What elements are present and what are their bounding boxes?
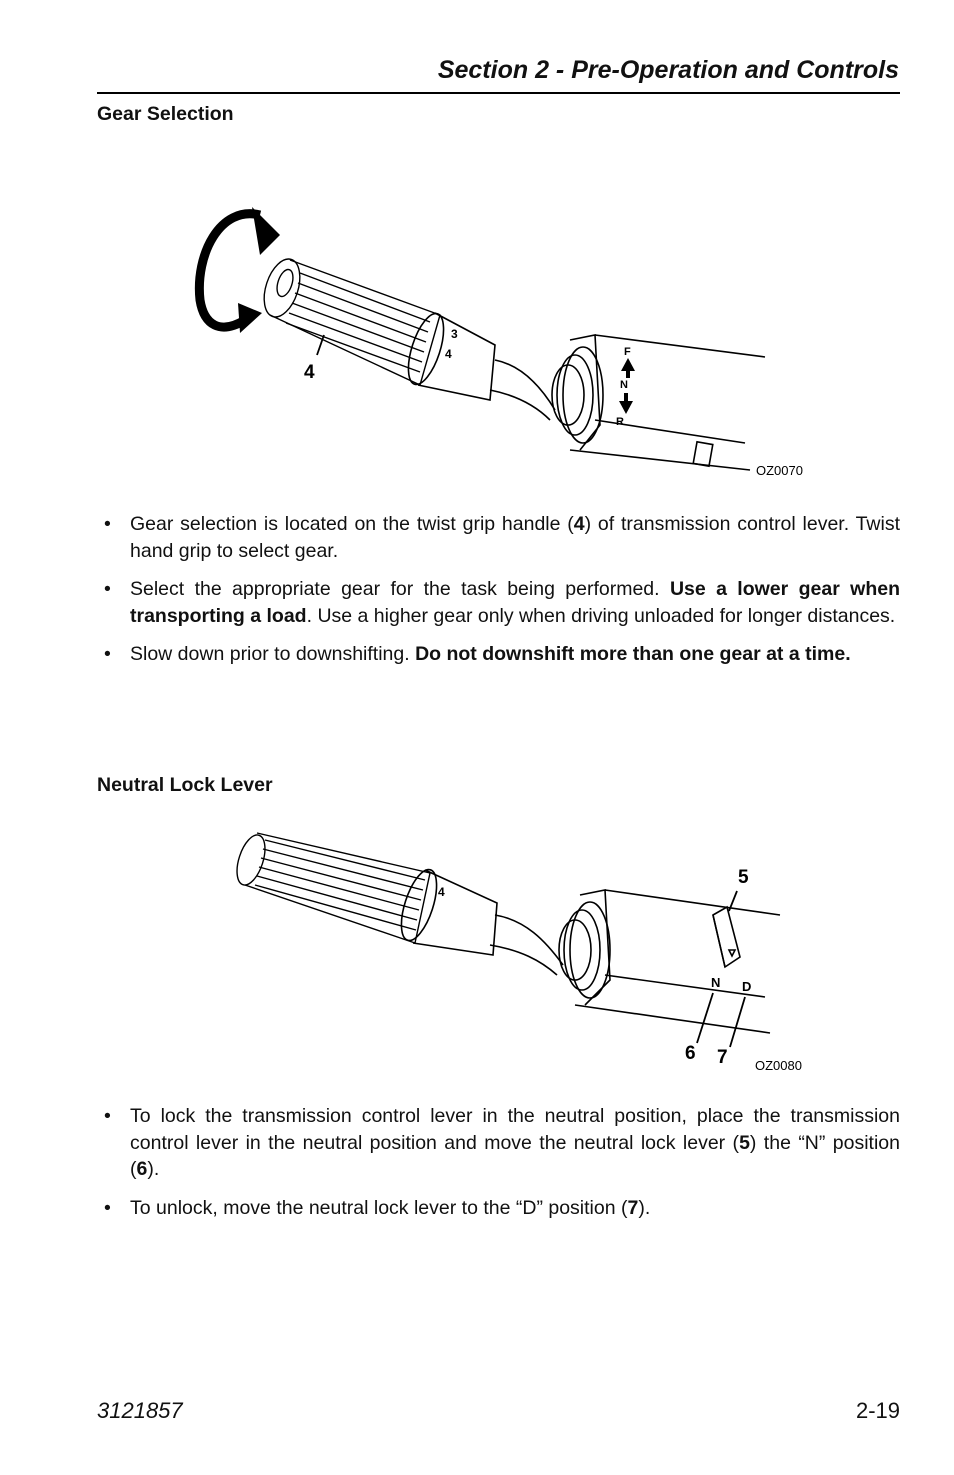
figure-gear-selection [190,195,820,485]
lever-boot [559,902,610,998]
callout-6: 6 [685,1043,696,1064]
heading-neutral-lock-lever: Neutral Lock Lever [97,774,273,796]
callout-4: 4 [304,362,315,383]
bullet-item: • Slow down prior to downshifting. Do not downshift more than one gear at a time. [104,643,851,665]
figure-neutral-lock [235,825,835,1080]
position-d: D [742,979,752,994]
letter-f: F [624,346,631,358]
transmission-housing [570,335,765,470]
callout-7: 7 [717,1047,728,1068]
bullet-item: • To unlock, move the neutral lock lever to the “D” position (7). [104,1196,651,1219]
bullet-item: • Gear selection is located on the twist grip handle (4) of transmission control lever. Twist hand grip to select gear. [104,513,900,562]
direction-indicator [616,346,635,428]
section-title: Section 2 - Pre-Operation and Controls [437,56,899,84]
figure-id-oz0070: OZ0070 [756,463,803,478]
letter-n: N [620,379,628,391]
transmission-housing [575,890,780,1033]
callout-leader-7 [730,997,745,1047]
callout-leader-6 [697,993,713,1043]
grip-number-3: 3 [451,327,458,341]
twist-grip-handle [235,832,430,943]
document-number: 3121857 [97,1398,183,1423]
heading-gear-selection: Gear Selection [97,103,234,125]
neutral-lock-lever [713,907,740,967]
position-n: N [711,975,721,990]
bullet-item: • To lock the transmission control lever in the neutral position, place the transmission control lever in the neutral position and move the neutral lock lever (5) the “N” position (6). [104,1105,900,1180]
arrow-down-icon [619,393,633,414]
page-number: 2-19 [855,1398,900,1423]
header-rule [97,92,900,94]
twist-grip-handle [258,255,440,385]
callout-5: 5 [738,867,749,888]
grip-number-4: 4 [445,347,452,361]
gear-selection-bullets [104,511,900,680]
figure-id-oz0080: OZ0080 [755,1058,802,1073]
grip-number-4: 4 [438,885,445,899]
lever-boot [552,347,603,443]
bullet-item: • Select the appropriate gear for the task being performed. Use a lower gear when transporting a load. Use a higher gear only when driving unloaded for longer distances. [104,578,901,627]
letter-r: R [616,416,624,428]
neutral-lock-bullets [104,1103,900,1233]
arrow-up-icon [621,358,635,378]
